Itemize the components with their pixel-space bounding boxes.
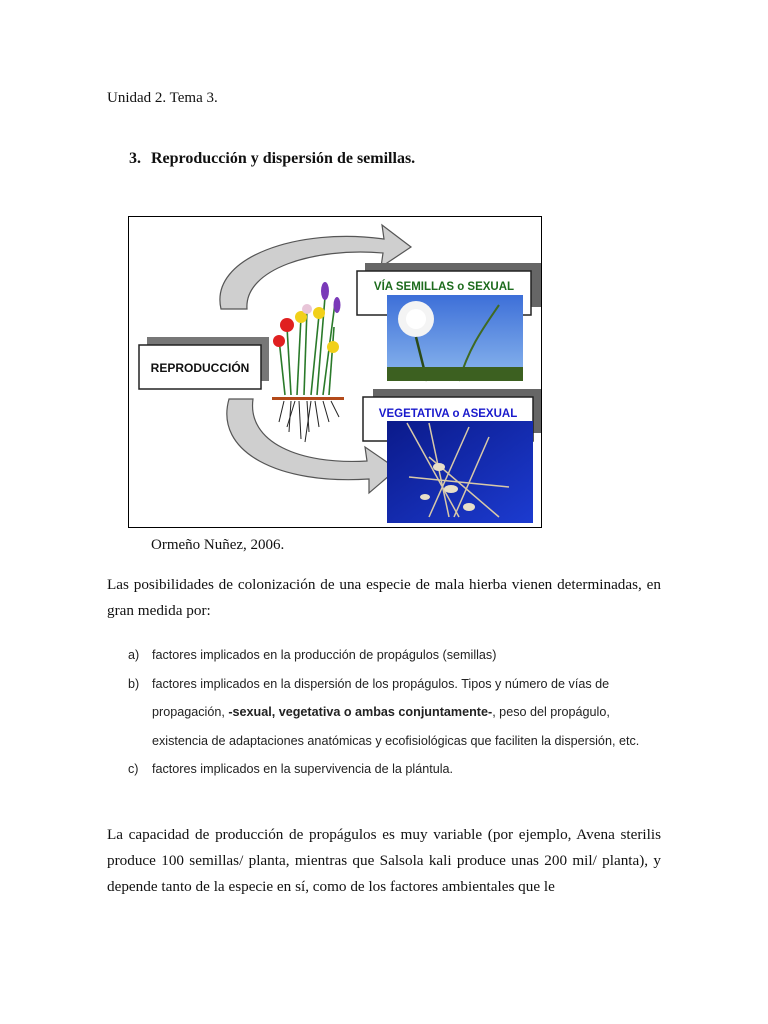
sexual-label: VÍA SEMILLAS o SEXUAL <box>373 281 515 293</box>
reproduction-diagram <box>129 217 541 527</box>
list-item-text: factores implicados en la producción de propágulos (semillas) <box>152 648 497 662</box>
section-number: 3. <box>129 150 141 167</box>
list-item <box>128 641 662 670</box>
roots-photo <box>387 421 533 523</box>
reproduction-figure <box>128 216 542 528</box>
list-marker: b) <box>128 676 140 691</box>
list-item <box>128 755 662 784</box>
list-marker: c) <box>128 762 139 777</box>
list-marker: a) <box>128 648 140 662</box>
intro-paragraph: Las posibilidades de colonización de una especie de mala hierba vienen determinadas, en gran medida por: <box>107 576 661 619</box>
list-item-text: factores implicados en la dispersión de los propágulos. Tipos y número de vías de propagación, <box>152 676 610 720</box>
section-title: Reproducción y dispersión de semillas. <box>151 150 416 167</box>
figure-caption: Ormeño Nuñez, 2006. <box>151 537 285 553</box>
section-heading <box>129 150 415 168</box>
vegetativa-label: VEGETATIVA o ASEXUAL <box>378 408 518 420</box>
dandelion-photo <box>387 295 523 381</box>
list-item <box>128 670 662 756</box>
reproduccion-label: REPRODUCCIÓN <box>150 361 250 375</box>
unit-header: Unidad 2. Tema 3. <box>107 90 218 106</box>
list-item-text-continued: , peso del propágulo, existencia de adaptaciones anatómicas y ecofisiológicas que faciliten la dispersión, etc. <box>152 705 640 748</box>
flowers-illustration <box>272 282 344 442</box>
factors-list <box>128 641 662 784</box>
list-item-bold-text: -sexual, vegetativa o ambas conjuntamente- <box>228 705 493 720</box>
production-paragraph: La capacidad de producción de propágulos es muy variable (por ejemplo, Avena sterilis produce 100 semillas/ planta, mientras que Salsola kali produce unas 200 mil/ planta), y depende tanto de la especie en sí, como de los factores ambientales que le <box>107 826 661 895</box>
list-item-text: factores implicados en la supervivencia de la plántula. <box>152 762 454 777</box>
